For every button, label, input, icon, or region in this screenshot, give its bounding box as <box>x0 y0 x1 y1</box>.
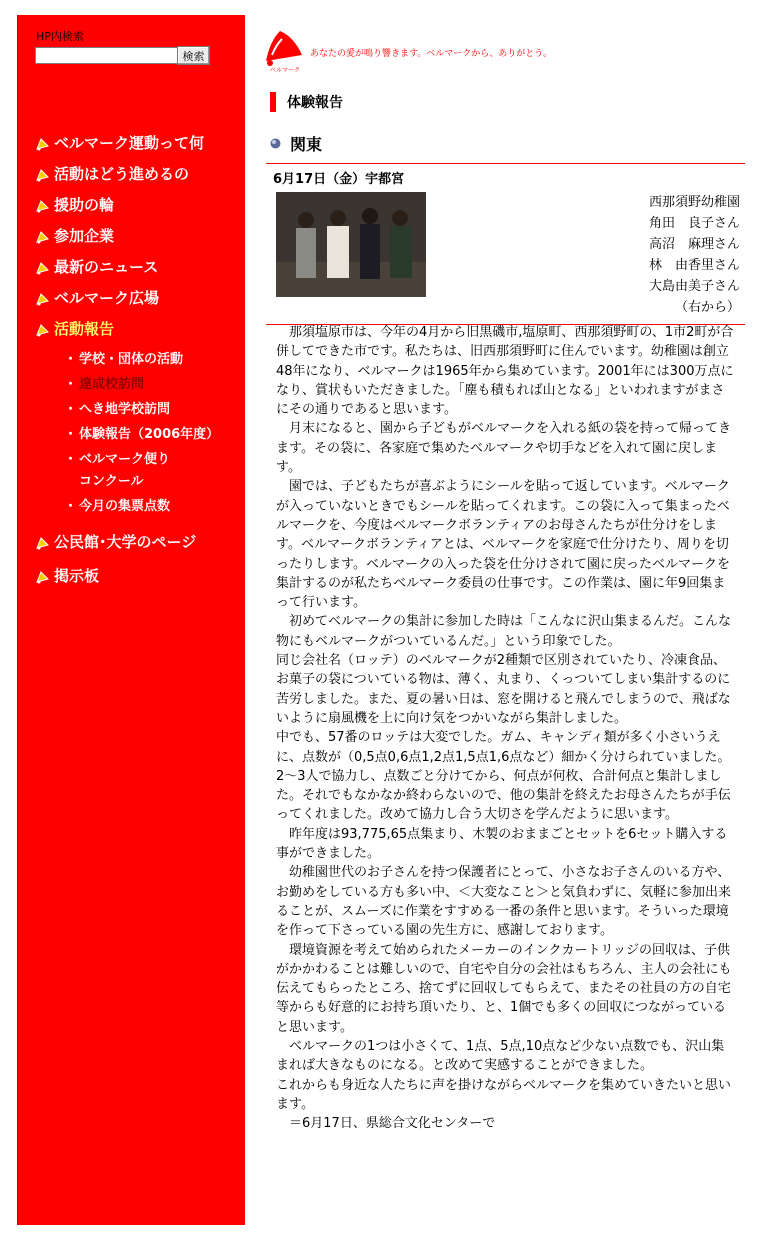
bullet-icon: ・ <box>64 377 78 392</box>
people-name: （右から） <box>674 300 740 315</box>
submenu-item-letters[interactable] <box>18 449 245 471</box>
search-button[interactable]: 検索 <box>177 46 210 65</box>
page-title: 体験報告 <box>287 95 343 111</box>
menu-label: ベルマーク広場 <box>54 289 160 307</box>
paragraph: 中でも、57番のロッテは大変でした。ガム、キャンディ類が多く小さいうえに、点数が（0,5点0,6点1,2点1,5点1,6点など）細かく分けられていました。2～3人で協力し、点数ごと分けてから、何点が何枚、合計何点と集計しました。それでもなかなか終わらないので、他の集計を終えたお母さんたちが手伝ってくれました。改めて協力し合う大切さを学んだように思います。 <box>276 730 731 823</box>
bell-icon <box>35 230 49 244</box>
report-body <box>276 323 737 1133</box>
menu-item-community[interactable] <box>18 532 245 552</box>
paragraph: ベルマークの1つは小さくて、1点、5点,10点など少ない点数でも、沢山集まれば大きなものになる。と改めて実感することができました。 <box>276 1038 725 1074</box>
bullet-icon: ・ <box>64 352 78 367</box>
submenu-label: 今月の集票点数 <box>79 499 171 514</box>
bell-icon <box>35 137 49 151</box>
paragraph: 月末になると、園から子どもがベルマークを入れる紙の袋を持って帰ってきます。その袋に、各家庭で集めたベルマークや切手などを入れて園に戻します。 <box>276 421 732 476</box>
search-input[interactable] <box>35 47 179 64</box>
menu-label: 公民館･大学のページ <box>54 533 197 551</box>
photo-image <box>276 192 426 297</box>
menu-label: 参加企業 <box>54 227 115 245</box>
bellmark-logo-icon[interactable] <box>258 25 306 73</box>
people-list <box>649 192 740 318</box>
menu-item-reports[interactable] <box>18 319 245 339</box>
menu-label: 援助の輪 <box>54 196 115 214</box>
region-heading: 関東 <box>290 135 323 154</box>
menu-item-companies[interactable] <box>18 226 245 246</box>
submenu-label: コンクール <box>79 474 144 489</box>
bullet-icon: ・ <box>64 427 78 442</box>
search-label: HP内検索 <box>36 30 84 43</box>
logo-caption: ベルマーク <box>270 67 301 73</box>
bell-icon <box>35 570 49 584</box>
bullet-circle-icon <box>270 138 281 149</box>
menu-label: 活動報告 <box>54 320 115 338</box>
sidebar <box>17 15 245 1225</box>
people-name: 角田 良子さん <box>648 216 740 231</box>
submenu-label: へき地学校訪問 <box>79 402 171 417</box>
bullet-icon: ・ <box>64 452 78 467</box>
menu-label: ベルマーク運動って何 <box>54 134 205 152</box>
event-heading: 6月17日（金）宇都宮 <box>273 172 405 187</box>
submenu-label: 達成校訪問 <box>79 377 145 392</box>
bell-icon <box>35 536 49 550</box>
paragraph: 昨年度は93,775,65点集まり、木製のおままごとセットを6セット購入する事ができました。 <box>276 826 728 862</box>
menu-item-news[interactable] <box>18 257 245 277</box>
paragraph: 幼稚園世代のお子さんを持つ保護者にとって、小さなお子さんのいる方や、お勤めをしている方も多い中、＜大変なこと＞と気負わずに、気軽に参加出来ることが、スムーズに作業をすすめる一番の条件と思います。そういった環境を作って下さっている園の先生方に、感謝しております。 <box>276 865 732 939</box>
bell-icon <box>35 323 49 337</box>
submenu-label: 体験報告（2006年度） <box>79 427 220 442</box>
paragraph: 那須塩原市は、今年の4月から旧黒磯市,塩原町、西那須野町の、1市2町が合併してできた市です。私たちは、旧西那須野町に住んでいます。幼稚園は創立48年になり、ベルマークは1965年から集めています。2001年には300万点になり、賞状もいただきました。「塵も積もれば山となる」といわれますがまさにその通りであると思います。 <box>276 325 734 418</box>
bell-icon <box>35 292 49 306</box>
title-bar-icon <box>270 92 276 112</box>
people-name: 高沼 麻理さん <box>648 237 740 252</box>
menu-item-board[interactable] <box>18 566 245 586</box>
paragraph: 同じ会社名（ロッテ）のベルマークが2種類で区別されていたり、冷凍食品、お菓子の袋についている物は、薄く、丸まり、くっついてしまい集計するのに苦労しました。また、夏の暑い日は、窓を開けると飛んでしまうので、飛ばないように扇風機を上に向け気をつかいながら集計しました。 <box>276 653 731 726</box>
submenu-item-monthly[interactable] <box>18 496 245 518</box>
menu-label: 最新のニュース <box>54 258 159 276</box>
people-name: 林 由香里さん <box>648 258 740 273</box>
bell-icon <box>35 168 49 182</box>
menu-item-how[interactable] <box>18 164 245 184</box>
submenu-item-remote-visits[interactable] <box>18 399 245 421</box>
menu-label: 活動はどう進めるの <box>54 165 190 183</box>
people-name: 西那須野幼稚園 <box>648 195 740 210</box>
submenu-item-experience[interactable] <box>18 424 245 446</box>
menu-item-about[interactable] <box>18 133 245 153</box>
group-photo <box>276 192 426 297</box>
paragraph: 環境資源を考えて始められたメーカーのインクカートリッジの回収は、子供がかかわることは難しいので、自宅や自分の会社はもちろん、主人の会社にも伝えてもらったところ、捨てずに回収してもらえて、またその社員の方の自宅等からも好意的にお持ち頂いたり、と、1個でも多くの回収につながっていると思います。 <box>276 942 732 1035</box>
main-menu <box>18 133 245 586</box>
submenu-item-contest[interactable] <box>18 471 245 493</box>
submenu-label: 学校・団体の活動 <box>79 352 184 367</box>
paragraph: 初めてベルマークの集計に参加した時は「こんなに沢山集まるんだ。こんな物にもベルマークがついているんだ。」という印象でした。 <box>276 614 732 649</box>
tagline: あなたの愛が鳴り響きます。ベルマークから、ありがとう。 <box>310 49 553 59</box>
paragraph: これからも身近な人たちに声を掛けながらベルマークを集めていきたいと思います。 <box>276 1077 732 1112</box>
submenu-label: ベルマーク便り <box>79 452 171 467</box>
submenu-item-visits[interactable] <box>18 374 245 396</box>
bell-icon <box>35 199 49 213</box>
paragraph: ＝6月17日、県総合文化センターで <box>276 1116 496 1132</box>
submenu-item-schools[interactable] <box>18 349 245 371</box>
paragraph: 園では、子どもたちが喜ぶようにシールを貼って返しています。ベルマークが入っていないときでもシールを貼ってくれます。この袋に入って集まったベルマークを、今度はベルマークボランティアのお母さんたちが仕分けをします。ベルマークボランティアとは、ベルマークを家庭で仕分けたり、周りを切ったりします。ベルマークの入った袋を仕分けされて園に戻ったベルマークを集計するのが私たちベルマーク委員の仕事です。この作業は、園に年9回集まって行います。 <box>276 479 730 611</box>
bell-icon <box>35 261 49 275</box>
menu-item-plaza[interactable] <box>18 288 245 308</box>
divider <box>266 163 745 164</box>
menu-item-support[interactable] <box>18 195 245 215</box>
people-name: 大島由美子さん <box>648 279 740 294</box>
menu-label: 掲示板 <box>54 567 100 585</box>
bullet-icon: ・ <box>64 499 78 514</box>
bullet-icon: ・ <box>64 402 78 417</box>
